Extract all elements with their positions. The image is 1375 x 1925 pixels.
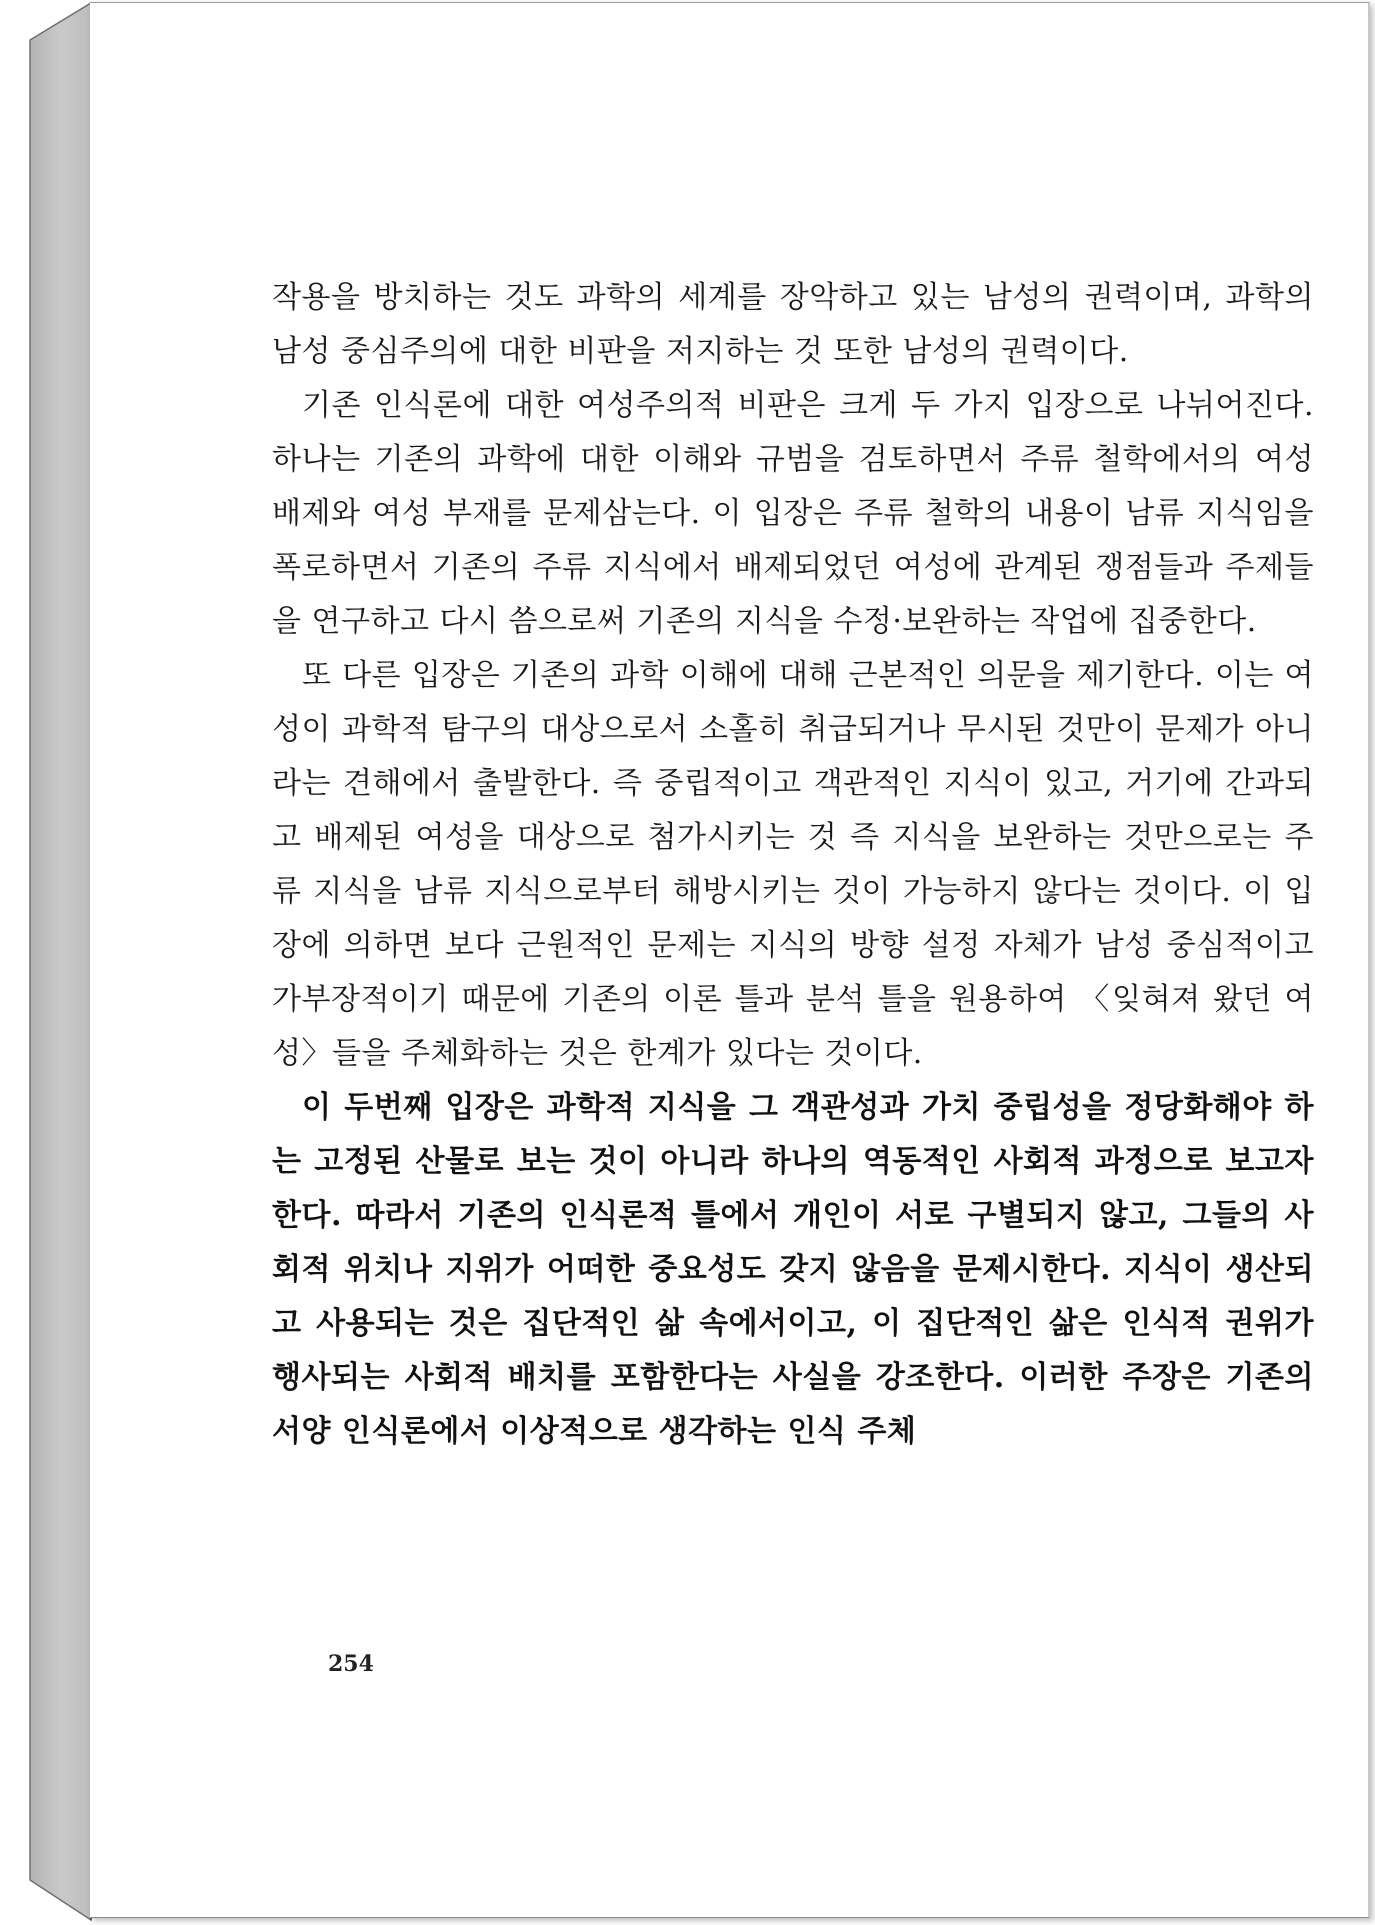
paragraph-3: 또 다른 입장은 기존의 과학 이해에 대해 근본적인 의문을 제기한다. 이는 여성이 과학적 탐구의 대상으로서 소홀히 취급되거나 무시된 것만이 문제가 아니라는 견해에서 출발한다. 즉 중립적이고 객관적인 지식이 있고, 거기에 간과되고 배제된 여성을 대상으로 첨가시키는 것 즉 지식을 보완하는 것만으로는 주류 지식을 남류 지식으로부터 해방시키는 것이 가능하지 않다는 것이다. 이 입장에 의하면 보다 근원적인 문제는 지식의 방향 설정 자체가 남성 중심적이고 가부장적이기 때문에 기존의 이론 틀과 분석 틀을 원용하여 〈잊혀져 왔던 여성〉들을 주체화하는 것은 한계가 있다는 것이다.: [272, 658, 1314, 1071]
page-number: 254: [328, 1651, 374, 1677]
paragraph-2: 기존 인식론에 대한 여성주의적 비판은 크게 두 가지 입장으로 나뉘어진다. 하나는 기존의 과학에 대한 이해와 규범을 검토하면서 주류 철학에서의 여성 배제와 여성 부재를 문제삼는다. 이 입장은 주류 철학의 내용이 남류 지식임을 폭로하면서 기존의 주류 지식에서 배제되었던 여성에 관계된 쟁점들과 주제들을 연구하고 다시 씀으로써 기존의 지식을 수정·보완하는 작업에 집중한다.: [272, 388, 1314, 639]
paragraph-4: 이 두번째 입장은 과학적 지식을 그 객관성과 가치 중립성을 정당화해야 하는 고정된 산물로 보는 것이 아니라 하나의 역동적인 사회적 과정으로 보고자 한다. 따라서 기존의 인식론적 틀에서 개인이 서로 구별되지 않고, 그들의 사회적 위치나 지위가 어떠한 중요성도 갖지 않음을 문제시한다. 지식이 생산되고 사용되는 것은 집단적인 삶 속에서이고, 이 집단적인 삶은 인식적 권위가 행사되는 사회적 배치를 포함한다는 사실을 강조한다. 이러한 주장은 기존의 서양 인식론에서 이상적으로 생각하는 인식 주체: [272, 1090, 1314, 1449]
paragraph-1: 작용을 방치하는 것도 과학의 세계를 장악하고 있는 남성의 권력이며, 과학의 남성 중심주의에 대한 비판을 저지하는 것 또한 남성의 권력이다.: [272, 280, 1314, 369]
book-page: [90, 2, 1370, 1918]
body-text: [272, 271, 1314, 1459]
book-spine: [0, 0, 94, 1925]
